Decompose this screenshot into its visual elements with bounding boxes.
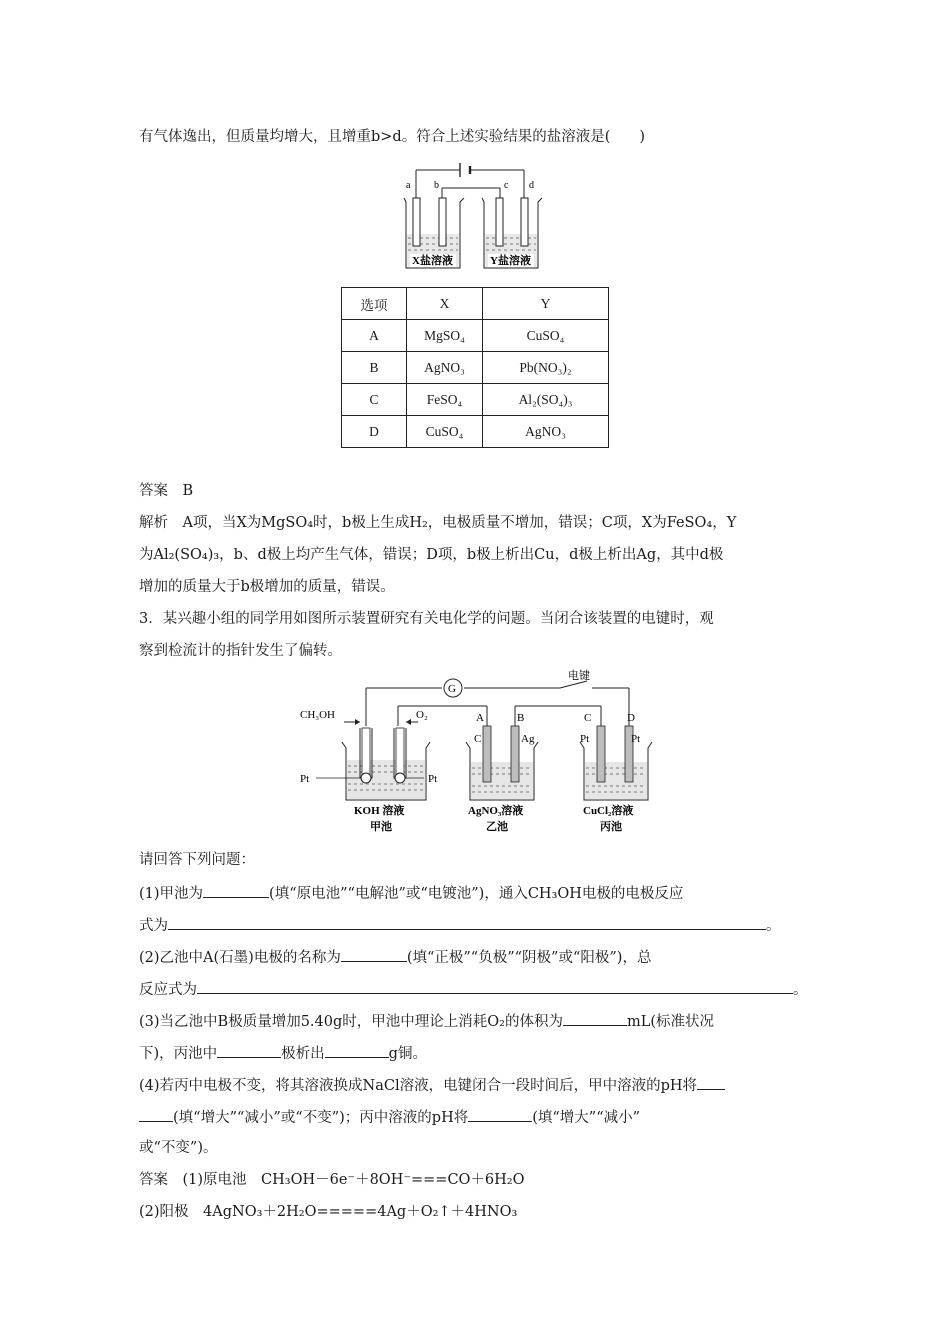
- part3-text: mL(标准状况: [626, 1014, 715, 1030]
- jia-name-label: 甲池: [370, 821, 392, 833]
- answer-blank[interactable]: [203, 883, 269, 898]
- answer-blank[interactable]: [563, 1011, 627, 1026]
- electrolysis-figure: [398, 158, 558, 276]
- table-cell: D: [342, 416, 407, 448]
- yi-name-label: 乙池: [486, 821, 508, 833]
- electrochem-cells-figure: [298, 668, 658, 838]
- q3-part1-line1: [139, 883, 683, 903]
- table-cell: AgNO₃: [407, 352, 483, 384]
- table-header: 选项: [342, 288, 407, 320]
- methanol-label: CH₃OH: [300, 709, 336, 721]
- table-cell: AgNO₃: [483, 416, 609, 448]
- table-row: [342, 416, 609, 448]
- table-row: [342, 384, 609, 416]
- part2-text: 。: [793, 982, 808, 998]
- electrode-d: [521, 198, 528, 246]
- q2-analysis-line: 解析 A项，当X为MgSO₄时，b极上生成H₂，电极质量不增加，错误；C项，X为FeSO₄，Y: [139, 515, 737, 531]
- table-cell: A: [342, 320, 407, 352]
- q3-answer-line1: 答案 (1)原电池 CH₃OH－6e⁻＋8OH⁻===CO＋6H₂O: [139, 1172, 525, 1188]
- part3-text: g铜。: [388, 1046, 427, 1062]
- answer-blank[interactable]: [197, 979, 793, 994]
- q3-answer-line2: (2)阳极 4AgNO₃＋2H₂O=====4Ag＋O₂↑＋4HNO₃: [139, 1204, 518, 1220]
- yi-left-material: C: [474, 733, 482, 745]
- part4-text: (填“增大”“减小”: [532, 1110, 641, 1126]
- q3-part2-line2: [139, 979, 808, 999]
- right-beaker-label: Y盐溶液: [490, 255, 531, 267]
- part3-text: 极析出: [281, 1046, 325, 1062]
- part4-text: (填“增大”“减小”或“不变”)；丙中溶液的pH将: [173, 1110, 469, 1126]
- jia-solution-label: KOH 溶液: [354, 805, 405, 817]
- q3-stem-line: 3．某兴趣小组的同学用如图所示装置研究有关电化学的问题。当闭合该装置的电键时，观: [139, 611, 714, 627]
- electrode-A: [483, 726, 491, 782]
- galvanometer-label: G: [448, 683, 456, 695]
- table-cell: CuSO₄: [407, 416, 483, 448]
- options-table: [341, 287, 609, 448]
- q3-prompt: 请回答下列问题：: [139, 852, 255, 868]
- electrode-C-label: C: [584, 712, 592, 724]
- label-d: d: [529, 180, 534, 191]
- answer-blank[interactable]: [325, 1043, 389, 1058]
- answer-blank[interactable]: [168, 915, 766, 930]
- table-row: [342, 352, 609, 384]
- answer-blank[interactable]: [341, 947, 407, 962]
- switch-label: 电键: [568, 670, 590, 682]
- electrode-D-label: D: [627, 712, 635, 724]
- table-header-row: [342, 288, 609, 320]
- answer-blank[interactable]: [217, 1043, 281, 1058]
- part1-text: (1)甲池为: [139, 886, 204, 902]
- answer-blank[interactable]: [697, 1075, 725, 1090]
- part4-text: (4)若丙中电极不变，将其溶液换成NaCl溶液，电键闭合一段时间后，甲中溶液的pH将: [139, 1078, 698, 1094]
- switch-lever: [560, 681, 587, 688]
- q3-part3-line2: [139, 1043, 427, 1063]
- part2-text: (2)乙池中A(石墨)电极的名称为: [139, 950, 341, 966]
- electrode-C: [597, 726, 605, 782]
- part1-text: (填“原电池”“电解池”或“电镀池”)，通入CH₃OH电极的电极反应: [269, 886, 684, 902]
- oxygen-label: O₂: [416, 709, 428, 721]
- q2-analysis-line: 为Al₂(SO₄)₃，b、d极上均产生气体，错误；D项，b极上析出Cu，d极上析出Ag，其中d极: [139, 547, 724, 563]
- q3-stem-line: 察到检流计的指针发生了偏转。: [139, 643, 342, 659]
- part2-text: (填“正极”“负极”“阴极”或“阳极”)，总: [406, 950, 652, 966]
- table-cell: Pb(NO₃)₂: [483, 352, 609, 384]
- table-cell: CuSO₄: [483, 320, 609, 352]
- bing-solution-label: CuCl₂溶液: [583, 805, 634, 817]
- part1-text: 式为: [139, 918, 168, 934]
- label-c: c: [504, 180, 509, 191]
- answer-blank[interactable]: [468, 1107, 532, 1122]
- table-cell: MgSO₄: [407, 320, 483, 352]
- table-header: Y: [483, 288, 609, 320]
- electrode-B: [511, 726, 519, 782]
- left-beaker-label: X盐溶液: [412, 255, 453, 267]
- pt-right-label: Pt: [428, 773, 438, 785]
- label-b: b: [434, 180, 439, 191]
- label-a: a: [406, 180, 411, 191]
- q2-analysis-line: 增加的质量大于b极增加的质量，错误。: [139, 579, 395, 595]
- table-cell: FeSO₄: [407, 384, 483, 416]
- part2-text: 反应式为: [139, 982, 197, 998]
- pt-left-label: Pt: [300, 773, 310, 785]
- bing-left-material: Pt: [580, 733, 590, 745]
- part3-text: 下)，丙池中: [139, 1046, 218, 1062]
- bing-right-material: Pt: [631, 733, 641, 745]
- q3-part4-line2: [139, 1107, 640, 1127]
- q2-answer: 答案 B: [139, 483, 194, 499]
- yi-right-material: Ag: [521, 733, 535, 745]
- electrode-a: [413, 198, 420, 246]
- q2-intro-line: 有气体逸出，但质量均增大，且增重b>d。符合上述实验结果的盐溶液是( ): [139, 129, 646, 145]
- q3-part1-line2: [139, 915, 781, 935]
- bing-name-label: 丙池: [600, 821, 622, 833]
- part1-text: 。: [766, 918, 781, 934]
- table-cell: B: [342, 352, 407, 384]
- q3-part4-line1: [139, 1075, 725, 1095]
- electrode-A-label: A: [476, 712, 484, 724]
- part3-text: (3)当乙池中B极质量增加5.40g时，甲池中理论上消耗O₂的体积为: [139, 1014, 563, 1030]
- q3-part2-line1: [139, 947, 651, 967]
- answer-blank[interactable]: [139, 1107, 173, 1122]
- q3-part4-line3: 或“不变”)。: [139, 1140, 218, 1156]
- yi-solution-label: AgNO₃溶液: [468, 805, 524, 817]
- electrode-B-label: B: [517, 712, 525, 724]
- table-cell: C: [342, 384, 407, 416]
- q3-part3-line1: [139, 1011, 714, 1031]
- electrode-b: [439, 198, 446, 246]
- table-row: [342, 320, 609, 352]
- table-cell: Al₂(SO₄)₃: [483, 384, 609, 416]
- electrode-c: [496, 198, 503, 246]
- table-header: X: [407, 288, 483, 320]
